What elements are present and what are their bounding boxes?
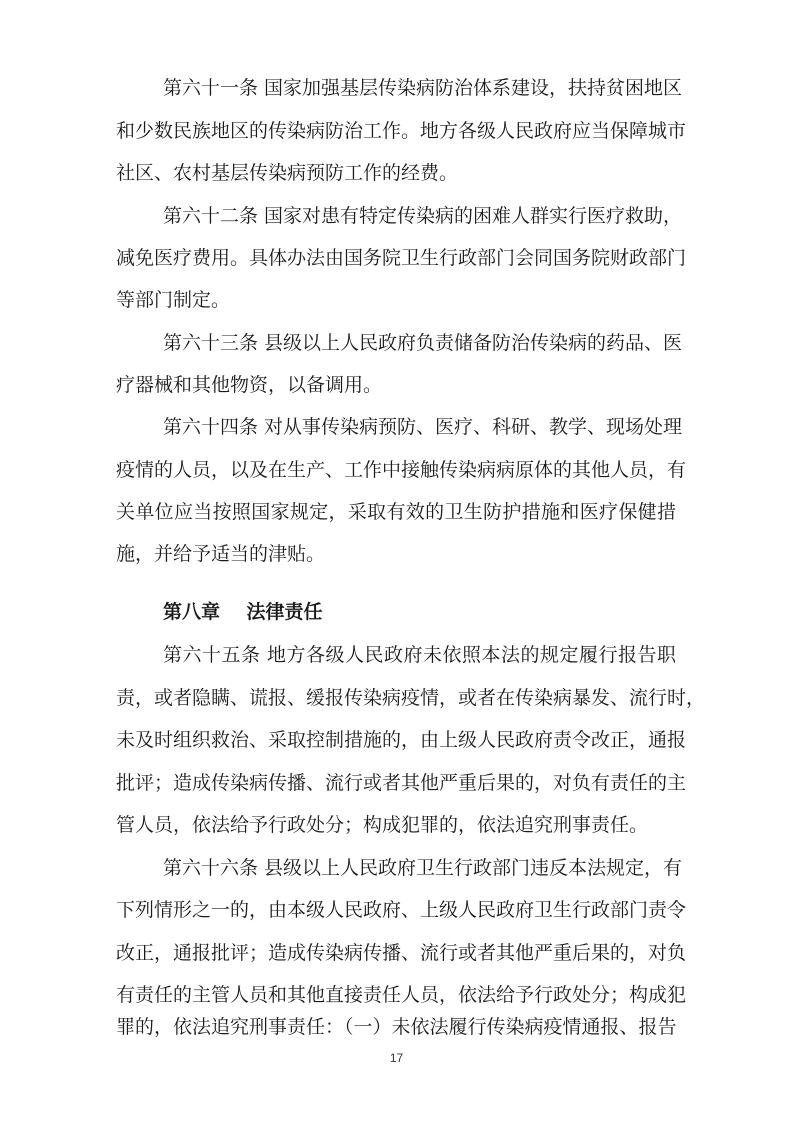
- article-65-line-2: 责，或者隐瞒、谎报、缓报传染病疫情，或者在传染病暴发、流行时，: [116, 687, 706, 709]
- article-64-line-1: 第六十四条 对从事传染病预防、医疗、科研、教学、现场处理: [163, 416, 683, 438]
- article-66-line-3: 改正，通报批评；造成传染病传播、流行或者其他严重后果的，对负: [116, 942, 687, 964]
- article-66-line-1: 第六十六条 县级以上人民政府卫生行政部门违反本法规定，有: [163, 857, 683, 879]
- article-65-line-1: 第六十五条 地方各级人民政府未依照本法的规定履行报告职: [163, 644, 676, 666]
- article-64-line-2: 疫情的人员，以及在生产、工作中接触传染病病原体的其他人员，有: [116, 459, 687, 481]
- article-64-line-3: 关单位应当按照国家规定，采取有效的卫生防护措施和医疗保健措: [116, 501, 676, 523]
- article-62-line-1: 第六十二条 国家对患有特定传染病的困难人群实行医疗救助，: [163, 205, 683, 227]
- article-64-line-4: 施，并给予适当的津贴。: [116, 543, 326, 565]
- article-65-line-4: 批评；造成传染病传播、流行或者其他严重后果的，对负有责任的主: [116, 772, 687, 794]
- article-65-line-5: 管人员，依法给予行政处分；构成犯罪的，依法追究刑事责任。: [116, 814, 649, 836]
- article-66-line-4: 有责任的主管人员和其他直接责任人员，依法给予行政处分；构成犯: [116, 984, 687, 1006]
- article-62-line-2: 减免医疗费用。具体办法由国务院卫生行政部门会同国务院财政部门: [116, 247, 687, 269]
- article-62-line-3: 等部门制定。: [116, 289, 231, 311]
- article-63-line-2: 疗器械和其他物资，以备调用。: [116, 374, 383, 396]
- chapter-heading: 第八章 法律责任: [163, 601, 323, 623]
- article-61-line-3: 社区、农村基层传染病预防工作的经费。: [116, 162, 459, 184]
- article-61-line-1: 第六十一条 国家加强基层传染病防治体系建设，扶持贫困地区: [163, 77, 683, 99]
- page-number: 17: [389, 1051, 404, 1065]
- article-61-line-2: 和少数民族地区的传染病防治工作。地方各级人民政府应当保障城市: [116, 120, 687, 142]
- article-63-line-1: 第六十三条 县级以上人民政府负责储备防治传染病的药品、医: [163, 332, 683, 354]
- article-65-line-3: 未及时组织救治、采取控制措施的，由上级人民政府责令改正，通报: [116, 729, 687, 751]
- article-66-line-5: 罪的，依法追究刑事责任：（一）未依法履行传染病疫情通报、报告: [116, 1016, 677, 1038]
- article-66-line-2: 下列情形之一的，由本级人民政府、上级人民政府卫生行政部门责令: [116, 899, 687, 921]
